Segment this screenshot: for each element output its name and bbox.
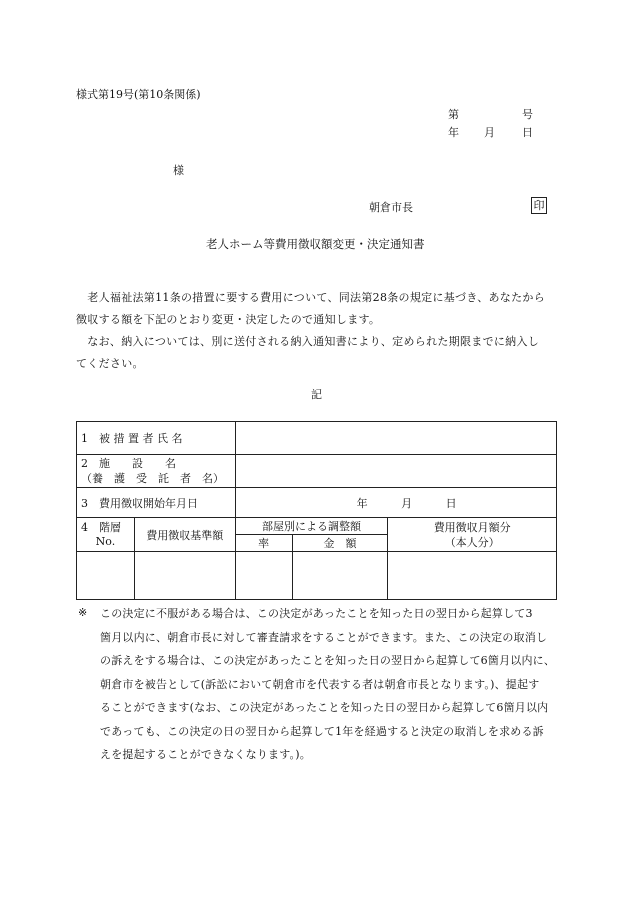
addressee-suffix: 様: [173, 164, 184, 177]
date-month: 月: [484, 126, 495, 139]
cell-amount-value: [292, 552, 388, 600]
row-label-facility-b: （養 護 受 託 者 名）: [81, 472, 224, 485]
header-monthly-a: 費用徴収月額分: [433, 520, 511, 534]
cell-facility-value: [235, 455, 556, 488]
cell-start-date-value: [235, 488, 556, 518]
body-text: [76, 287, 562, 375]
doc-number-dai: 第: [448, 108, 459, 121]
header-tier-a: 4 階層: [81, 520, 121, 534]
table-header-row: [77, 518, 557, 535]
header-amount: 金 額: [292, 535, 388, 552]
cell-monthly-value: [388, 552, 557, 600]
ki-heading: 記: [311, 388, 322, 401]
row-label-name: 1 被 措 置 者 氏 名: [77, 422, 236, 455]
cell-base-value: [134, 552, 235, 600]
date-year: 年: [448, 126, 459, 139]
body-line: なお、納入については、別に送付される納入通知書により、定められた期限までに納入し: [76, 335, 540, 348]
seal-char: 印: [531, 197, 547, 214]
table-row: [77, 455, 557, 488]
note-line: 箇月以内に、朝倉市長に対して審査請求をすることができます。また、この決定の取消し: [100, 630, 548, 644]
official-seal: [531, 197, 547, 214]
header-base-amount: 費用徴収基準額: [134, 518, 235, 552]
issuer-name: 朝倉市長: [369, 201, 413, 214]
note-line: えを提起することができなくなります。)。: [100, 748, 311, 761]
body-line: 徴収する額を下記のとおり変更・決定したので通知します。: [76, 313, 381, 326]
header-monthly-b: （本人分）: [444, 535, 500, 549]
table-row: [77, 422, 557, 455]
table-row: [77, 488, 557, 518]
note-line: ることができます(なお、この決定があったことを知った日の翌日から起算して6箇月以内: [100, 701, 549, 714]
body-line: てください。: [76, 357, 144, 370]
start-date-day: 日: [445, 496, 457, 510]
note-line: であっても、この決定の日の翌日から起算して1年を経過すると決定の取消しを求める訴: [100, 724, 544, 738]
doc-number-go: 号: [522, 108, 533, 121]
row-label-facility: [77, 455, 236, 488]
cell-rate-value: [235, 552, 292, 600]
table-row: [77, 552, 557, 600]
header-tier-b: No.: [95, 534, 116, 548]
header-tier: [77, 518, 135, 552]
fee-table: [76, 421, 557, 600]
start-date-year: 年: [356, 496, 368, 510]
document-title: 老人ホーム等費用徴収額変更・決定通知書: [206, 237, 425, 251]
start-date-month: 月: [401, 496, 413, 510]
header-monthly: [388, 518, 557, 552]
header-rate: 率: [235, 535, 292, 552]
note-line: 朝倉市を被告として(訴訟において朝倉市を代表する者は朝倉市長となります。)、提起す: [100, 677, 540, 691]
note-line: の訴えをする場合は、この決定があったことを知った日の翌日から起算して6箇月以内に、: [100, 654, 556, 667]
form-label: 様式第19号(第10条関係): [76, 88, 201, 101]
cell-tier-value: [77, 552, 135, 600]
note-mark: ※: [78, 606, 88, 619]
row-label-start-date: 3 費用徴収開始年月日: [77, 488, 236, 518]
note-text: [100, 602, 558, 767]
note-line: この決定に不服がある場合は、この決定があったことを知った日の翌日から起算して3: [100, 607, 533, 620]
date-day: 日: [522, 126, 533, 139]
row-label-facility-a: 2 施 設 名: [81, 457, 176, 470]
body-line: 老人福祉法第11条の措置に要する費用について、同法第28条の規定に基づき、あなたから: [76, 291, 546, 304]
header-room-adjust: 部屋別による調整額: [235, 518, 388, 535]
cell-name-value: [235, 422, 556, 455]
